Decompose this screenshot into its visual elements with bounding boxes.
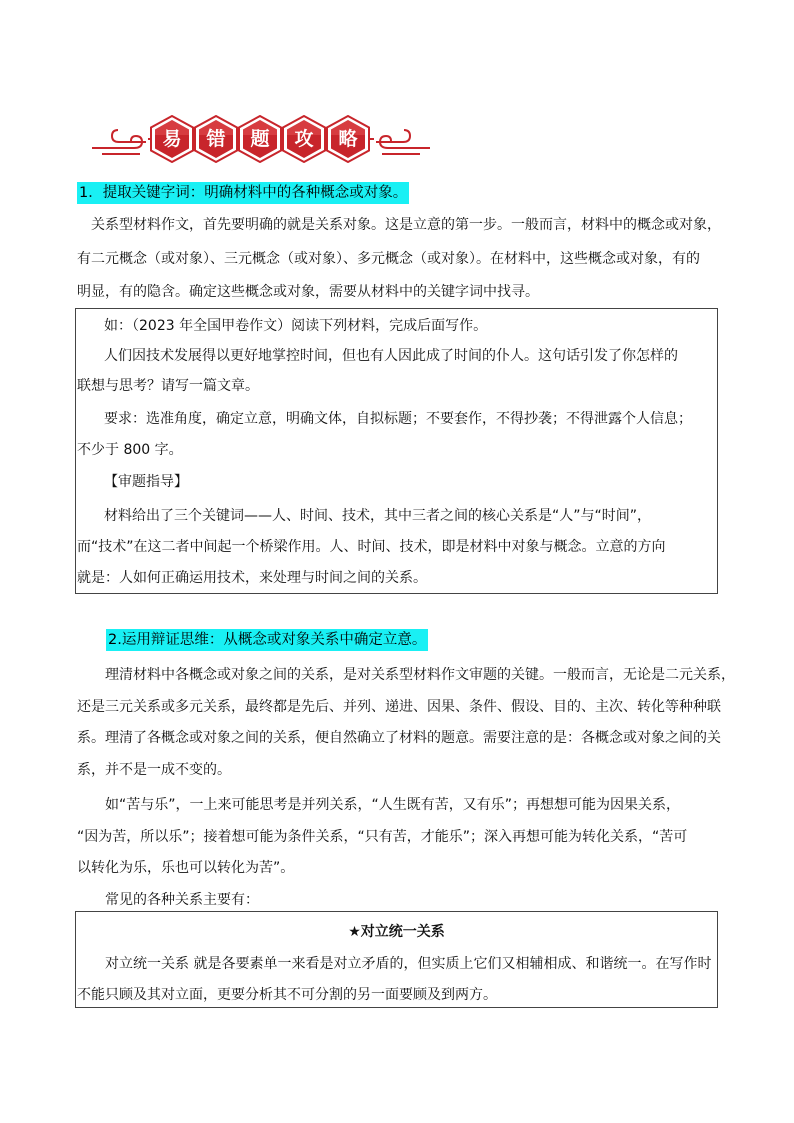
- paragraph-line: 常见的各种关系主要有：: [105, 892, 259, 908]
- paragraph-line: “因为苦，所以乐”；接着想可能为条件关系，“只有苦，才能乐”；深入再想可能为转化关系，“苦可: [77, 829, 688, 845]
- example-line: 如：（2023 年全国甲卷作文）阅读下列材料，完成后面写作。: [104, 318, 488, 334]
- example-line: 材料给出了三个关键词——人、时间、技术，其中三者之间的核心关系是“人”与“时间”，: [104, 508, 652, 524]
- paragraph-line: 以转化为乐，乐也可以转化为苦”。: [77, 860, 295, 876]
- paragraph-line: 系，并不是一成不变的。: [77, 762, 231, 778]
- example-line: 而“技术”在这二者中间起一个桥梁作用。人、时间、技术，即是材料中对象与概念。立意的方向: [77, 539, 666, 555]
- banner-badge: [148, 115, 196, 163]
- example-line: 人们因技术发展得以更好地掌控时间，但也有人因此成了时间的仆人。这句话引发了你怎样的: [104, 348, 678, 364]
- cloud-ornament-right-icon: [374, 112, 434, 166]
- banner-badges: [148, 112, 374, 166]
- paragraph-line: 有二元概念（或对象）、三元概念（或对象）、多元概念（或对象）。在材料中，这些概念或对象，有的: [77, 251, 700, 267]
- banner-badge-char: 易: [162, 128, 182, 150]
- section-heading-1: 1．提取关键字词：明确材料中的各种概念或对象。: [77, 182, 409, 204]
- example-line: 要求：选准角度，确定立意，明确文体，自拟标题；不要套作，不得抄袭；不得泄露个人信息；: [104, 411, 692, 427]
- paragraph-line: 如“苦与乐”，一上来可能思考是并列关系，“人生既有苦，又有乐”；再想想可能为因果关系，: [105, 797, 681, 813]
- banner-badge-char: 攻: [294, 128, 314, 150]
- banner-badge-char: 错: [206, 128, 226, 150]
- banner-badge: [192, 115, 240, 163]
- paragraph-line: 明显，有的隐含。确定这些概念或对象，需要从材料中的关键字词中找寻。: [77, 284, 539, 300]
- paragraph-line: 关系型材料作文，首先要明确的就是关系对象。这是立意的第一步。一般而言，材料中的概念或对象，: [91, 217, 721, 233]
- banner-badge-char: 略: [338, 128, 358, 150]
- banner-badge: [236, 115, 284, 163]
- banner-badge-char: 题: [250, 128, 270, 150]
- example-line: 就是：人如何正确运用技术，来处理与时间之间的关系。: [77, 570, 427, 586]
- cloud-ornament-left-icon: [88, 112, 148, 166]
- banner-badge: [324, 115, 372, 163]
- section-heading-2: 2.运用辩证思维：从概念或对象关系中确定立意。: [106, 629, 428, 651]
- paragraph-line: 理清材料中各概念或对象之间的关系，是对关系型材料作文审题的关键。一般而言，无论是二元关系，: [105, 667, 735, 683]
- relation-title: ★对立统一关系: [348, 924, 445, 940]
- example-line: 联想与思考？请写一篇文章。: [77, 378, 259, 394]
- example-line: 不少于 800 字。: [77, 442, 183, 458]
- relation-line: 不能只顾及其对立面，更要分析其不可分割的另一面要顾及到两方。: [77, 987, 497, 1003]
- paragraph-line: 还是三元关系或多元关系，最终都是先后、并列、递进、因果、条件、假设、目的、主次、转化等种种联: [77, 699, 721, 715]
- paragraph-line: 系。理清了各概念或对象之间的关系，便自然确立了材料的题意。需要注意的是：各概念或对象之间的关: [77, 730, 721, 746]
- title-banner: [88, 112, 434, 166]
- relation-line: 对立统一关系 就是各要素单一来看是对立矛盾的，但实质上它们又相辅相成、和谐统一。在写作时: [105, 956, 712, 972]
- banner-badge: [280, 115, 328, 163]
- guidance-label: 【审题指导】: [104, 474, 188, 490]
